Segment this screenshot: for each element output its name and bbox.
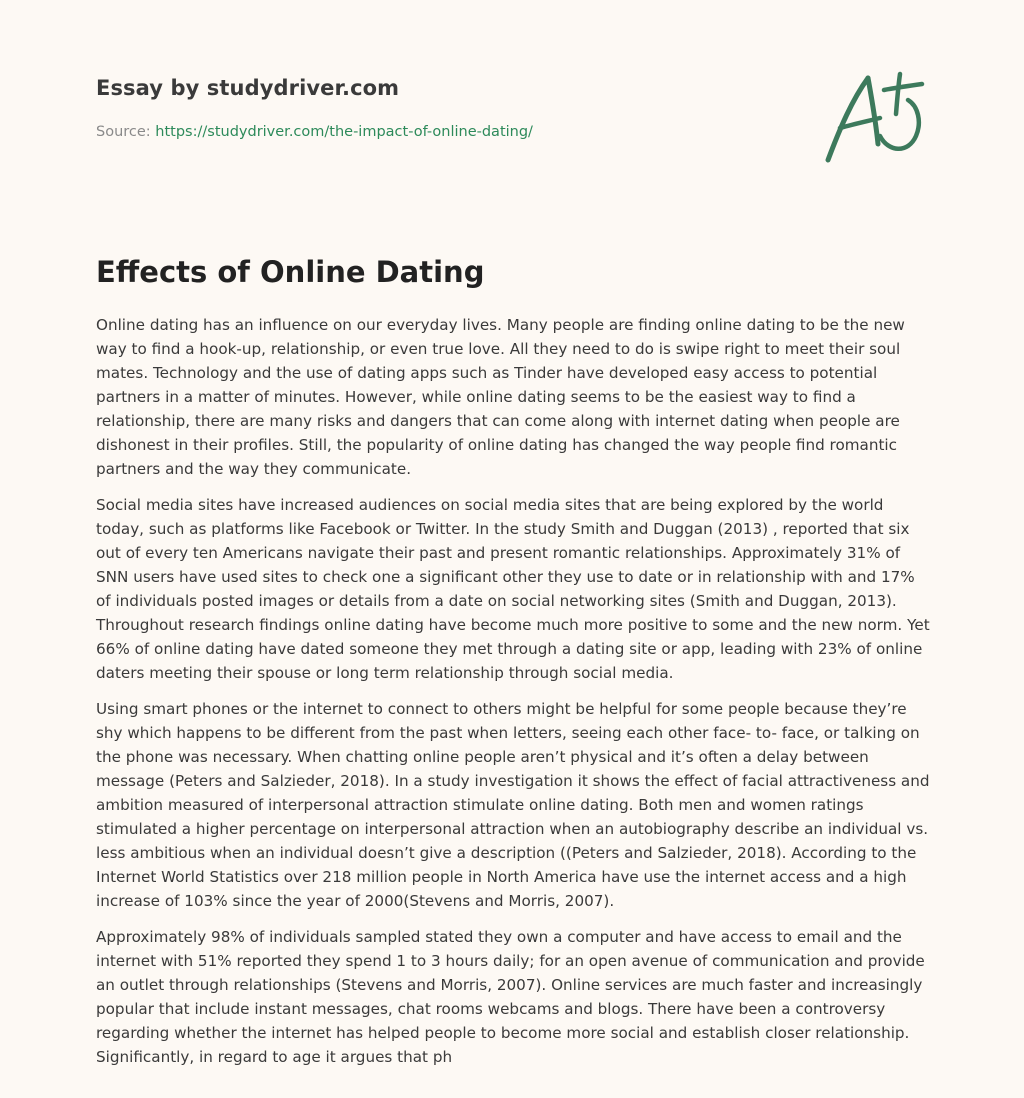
a-plus-logo-icon (818, 66, 928, 166)
essay-title: Effects of Online Dating (96, 255, 485, 289)
essay-body (96, 313, 932, 1081)
source-link[interactable]: https://studydriver.com/the-impact-of-online-dating/ (155, 124, 533, 140)
essay-paragraph: Social media sites have increased audiences on social media sites that are being explored by the world today, such as platforms like Facebook or Twitter. In the study Smith and Duggan (2013) , reported that six out of every ten Americans navigate their past and present romantic relationships. Approximately 31% of SNN users have used sites to check one a significant other they use to date or in relationship with and 17% of individuals posted images or details from a date on social networking sites (Smith and Duggan, 2013). Throughout research findings online dating have become much more positive to some and the new norm. Yet 66% of online dating have dated someone they met through a dating site or app, leading with 23% of online daters meeting their spouse or long term relationship through social media. (96, 496, 930, 682)
source-line (96, 124, 533, 140)
essay-paragraph: Using smart phones or the internet to connect to others might be helpful for some people because they’re shy which happens to be different from the past when letters, seeing each other face- to- face, or talking on the phone was necessary. When chatting online people aren’t physical and it’s often a delay between message (Peters and Salzieder, 2018). In a study investigation it shows the effect of facial attractiveness and ambition measured of interpersonal attraction stimulate online dating. Both men and women ratings stimulated a higher percentage on interpersonal attraction when an autobiography describe an individual vs. less ambitious when an individual doesn’t give a description ((Peters and Salzieder, 2018). According to the Internet World Statistics over 218 million people in North America have use the internet access and a high increase of 103% since the year of 2000(Stevens and Morris, 2007). (96, 700, 930, 910)
site-title: Essay by studydriver.com (96, 76, 400, 100)
source-label: Source: (96, 124, 151, 140)
essay-paragraph: Online dating has an influence on our everyday lives. Many people are finding online dating to be the new way to find a hook-up, relationship, or even true love. All they need to do is swipe right to meet their soul mates. Technology and the use of dating apps such as Tinder have developed easy access to potential partners in a matter of minutes. However, while online dating seems to be the easiest way to find a relationship, there are many risks and dangers that can come along with internet dating when people are dishonest in their profiles. Still, the popularity of online dating has changed the way people find romantic partners and the way they communicate. (96, 316, 905, 478)
essay-paragraph: Approximately 98% of individuals sampled stated they own a computer and have access to email and the internet with 51% reported they spend 1 to 3 hours daily; for an open avenue of communication and provide an outlet through relationships (Stevens and Morris, 2007). Online services are much faster and increasingly popular that include instant messages, chat rooms webcams and blogs. There have been a controversy regarding whether the internet has helped people to become more social and establish closer relationship. Significantly, in regard to age it argues that ph (96, 928, 925, 1066)
